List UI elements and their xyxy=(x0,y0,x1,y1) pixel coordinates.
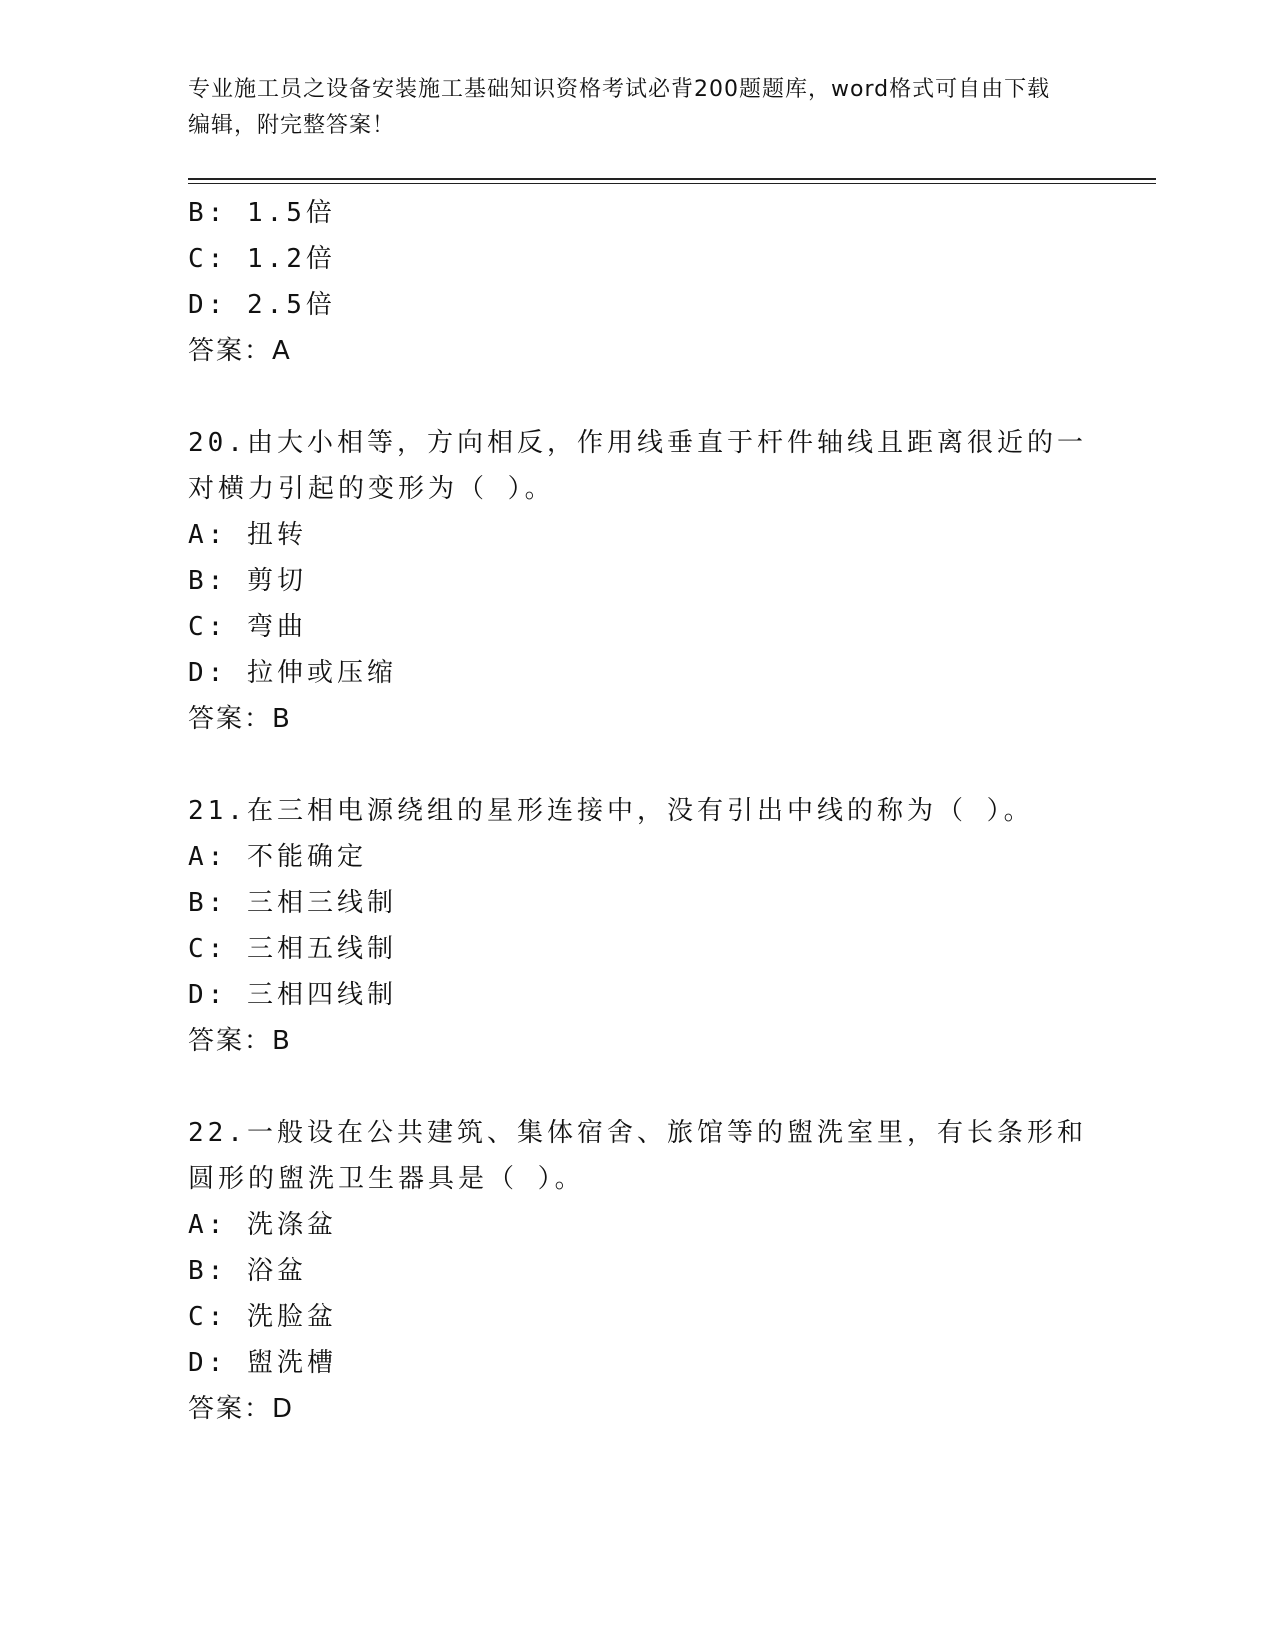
question-20-option-a: A: 扭转 xyxy=(188,520,307,550)
question-21-option-b: B: 三相三线制 xyxy=(188,888,397,918)
question-21: 21.在三相电源绕组的星形连接中，没有引出中线的称为（ ）。 xyxy=(188,796,1034,826)
prev-option-d: D: 2.5倍 xyxy=(188,290,336,320)
prev-option-b: B: 1.5倍 xyxy=(188,198,336,228)
header-rule-thin xyxy=(188,183,1156,184)
question-21-option-c: C: 三相五线制 xyxy=(188,934,397,964)
question-content xyxy=(188,190,1088,1432)
spacer xyxy=(188,742,1088,788)
question-20: 20.由大小相等，方向相反，作用线垂直于杆件轴线且距离很近的一对横力引起的变形为（ ）。 xyxy=(188,428,1087,504)
question-20-option-d: D: 拉伸或压缩 xyxy=(188,658,397,688)
question-22-option-b: B: 浴盆 xyxy=(188,1256,307,1286)
question-20-option-b: B: 剪切 xyxy=(188,566,307,596)
header-rule-thick xyxy=(188,178,1156,180)
spacer xyxy=(188,1064,1088,1110)
prev-answer: 答案：A xyxy=(188,336,292,366)
spacer xyxy=(188,374,1088,420)
question-20-option-c: C: 弯曲 xyxy=(188,612,307,642)
question-21-option-d: D: 三相四线制 xyxy=(188,980,397,1010)
question-22-answer: 答案：D xyxy=(188,1394,295,1424)
question-21-option-a: A: 不能确定 xyxy=(188,842,367,872)
document-header: 专业施工员之设备安装施工基础知识资格考试必背200题题库，word格式可自由下载编辑，附完整答案！ xyxy=(188,77,1051,138)
question-22: 22.一般设在公共建筑、集体宿舍、旅馆等的盥洗室里，有长条形和圆形的盥洗卫生器具是（ ）。 xyxy=(188,1118,1087,1194)
question-22-option-c: C: 洗脸盆 xyxy=(188,1302,337,1332)
question-22-option-a: A: 洗涤盆 xyxy=(188,1210,337,1240)
question-21-answer: 答案：B xyxy=(188,1026,292,1056)
question-20-answer: 答案：B xyxy=(188,704,292,734)
question-22-option-d: D: 盥洗槽 xyxy=(188,1348,337,1378)
prev-option-c: C: 1.2倍 xyxy=(188,244,336,274)
